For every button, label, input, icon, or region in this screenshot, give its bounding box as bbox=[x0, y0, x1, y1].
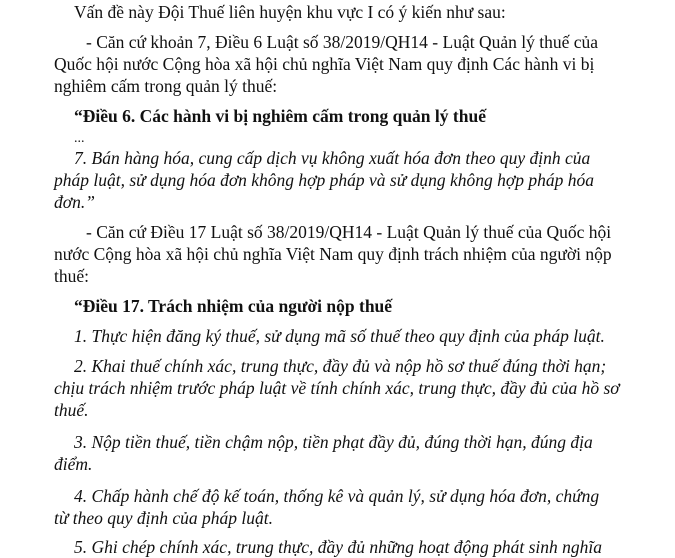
citation-2-line-1: - Căn cứ Điều 17 Luật số 38/2019/QH14 - Luật Quản lý thuế của Quốc hội bbox=[86, 222, 612, 242]
citation-1-line-1: - Căn cứ khoản 7, Điều 6 Luật số 38/2019/QH14 - Luật Quản lý thuế của bbox=[86, 32, 599, 52]
article-17-item-1: 1. Thực hiện đăng ký thuế, sử dụng mã số thuế theo quy định của pháp luật. bbox=[74, 326, 605, 346]
article-6-item-7-line-1: 7. Bán hàng hóa, cung cấp dịch vụ không xuất hóa đơn theo quy định của bbox=[74, 148, 591, 168]
article-17-item-2-line-3: thuế. bbox=[54, 400, 89, 420]
citation-2-line-3: thuế: bbox=[54, 266, 89, 286]
citation-1-line-2: Quốc hội nước Cộng hòa xã hội chủ nghĩa Việt Nam quy định Các hành vi bị bbox=[54, 54, 595, 74]
article-6-item-7-line-2: pháp luật, sử dụng hóa đơn không hợp pháp và sử dụng không hợp pháp hóa bbox=[54, 170, 595, 190]
article-17-item-5-line-1: 5. Ghi chép chính xác, trung thực, đầy đủ những hoạt động phát sinh nghĩa bbox=[74, 537, 602, 557]
article-6-item-7-line-3: đơn.” bbox=[54, 192, 95, 212]
article-17-item-3-line-1: 3. Nộp tiền thuế, tiền chậm nộp, tiền phạt đầy đủ, đúng thời hạn, đúng địa bbox=[74, 432, 593, 452]
citation-2-line-2: nước Cộng hòa xã hội chủ nghĩa Việt Nam quy định trách nhiệm của người nộp bbox=[54, 244, 612, 264]
ellipsis: ... bbox=[74, 131, 85, 146]
citation-1-line-3: nghiêm cấm trong quản lý thuế: bbox=[54, 76, 278, 96]
article-17-item-2-line-2: chịu trách nhiệm trước pháp luật về tính chính xác, trung thực, đầy đủ của hồ sơ bbox=[54, 378, 620, 398]
intro-paragraph: Vấn đề này Đội Thuế liên huyện khu vực I có ý kiến như sau: bbox=[74, 2, 506, 22]
article-17-item-4-line-2: từ theo quy định của pháp luật. bbox=[54, 508, 274, 528]
article-17-item-3-line-2: điểm. bbox=[54, 454, 93, 474]
article-6-title: “Điều 6. Các hành vi bị nghiêm cấm trong quản lý thuế bbox=[74, 106, 486, 126]
article-17-item-2-line-1: 2. Khai thuế chính xác, trung thực, đầy đủ và nộp hồ sơ thuế đúng thời hạn; bbox=[74, 356, 607, 376]
article-17-title: “Điều 17. Trách nhiệm của người nộp thuế bbox=[74, 296, 393, 316]
article-17-item-4-line-1: 4. Chấp hành chế độ kế toán, thống kê và quản lý, sử dụng hóa đơn, chứng bbox=[74, 486, 600, 506]
